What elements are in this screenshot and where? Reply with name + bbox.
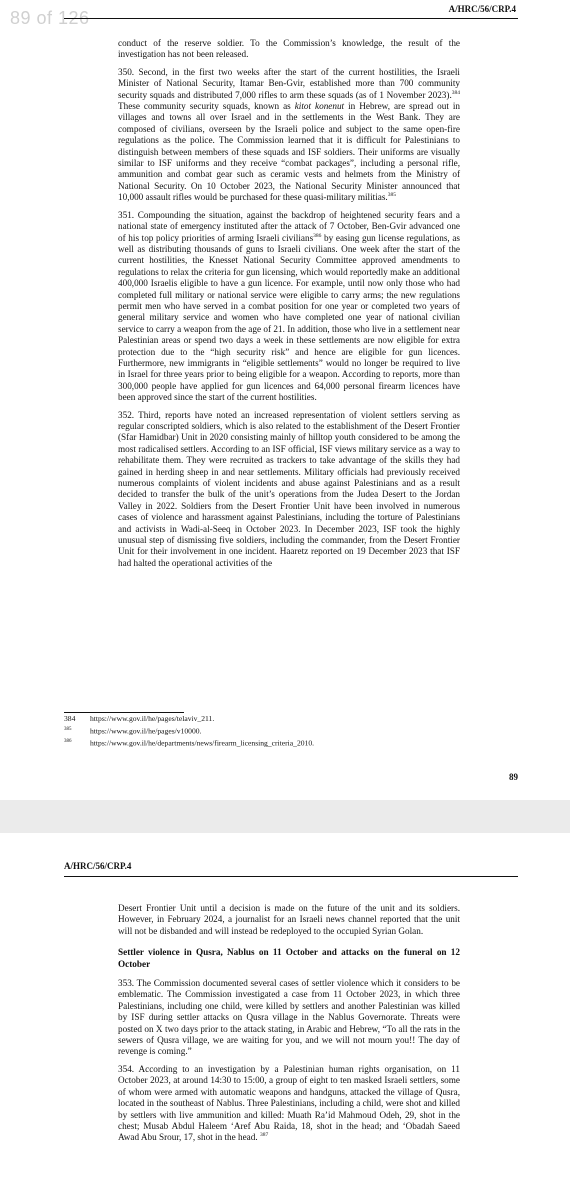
- page-body: [118, 903, 460, 1150]
- paragraph-353: 353. The Commission documented several cases of settler violence which it considers to be emblematic. The Commission investigated a case from 11 October 2023, in which three Palestinians, including one child, were killed by settlers and another Palestinian was killed by ISF during settler attacks on Qusra village in the Nablus Governorate. Threats were posted on X two days prior to the attack stating, in Arabic and Hebrew, “To all the rats in the sewers of Qusra village, we are waiting for you, and we will not mourn you!! The day of revenge is coming.”: [118, 978, 460, 1057]
- paragraph-351: 351. Compounding the situation, against the backdrop of heightened security fears and a national state of emergency instituted after the attack of 7 October, Ben-Gvir advanced one of his top policy priorities of arming Israeli civilians$^{386}$ by easing gun license regulations, as well as distributing thousands of guns to Israeli civilians. One week after the start of the current hostilities, the Knesset National Security Committee approved amendments to regulations to relax the criteria for gun licensing, which would reportedly make an additional 400,000 Israelis eligible to have a gun licence. For example, until now only those who had completed full military or national service were eligible to carry arms; the new regulations permit men who have served in a combat position for one year or completed two years of general military service and women who have completed one year of national civilian service to carry a weapon from the age of 21. In addition, those who live in a settlement near Palestinian areas or spend two days a week in these settlements are now eligible for extra protection due to the “high security risk” and hence are eligible for gun licences. Furthermore, new immigrants in “eligible settlements” would no longer be required to live in Israel for three years prior to being eligible for a weapon. According to reports, more than 300,000 people have applied for gun licences and 64,000 personal firearm licences have been approved since the start of the current hostilities.: [118, 209, 460, 403]
- footnote-385: $^{385}$ https://www.gov.il/he/pages/v10000.: [64, 726, 202, 736]
- page-number: 89: [509, 772, 518, 782]
- footnote-384: 384 https://www.gov.il/he/pages/telaviv_211.: [64, 714, 215, 723]
- footnote-ref-384[interactable]: 384: [451, 89, 460, 96]
- paragraph-continuation: conduct of the reserve soldier. To the Commission’s knowledge, the result of the investigation has not been released.: [118, 38, 460, 60]
- document-page-90: [0, 833, 570, 1200]
- header-rule: [64, 18, 518, 19]
- footnote-ref-385[interactable]: 385: [387, 192, 396, 199]
- footnote-rule: [64, 712, 184, 713]
- paragraph-350: 350. Second, in the first two weeks after the start of the current hostilities, the Israeli Minister of National Security, Itamar Ben-Gvir, established more than 700 community security squads and distributed 7,000 rifles to arm these squads (as of 1 November 2023).$^{384}$ These community security squads, known as kitot konenut in Hebrew, are spread out in villages and towns all over Israel and in the settlements in the West Bank. They are composed of civilians, overseen by the Israeli police and subject to the same open-fire regulations as the police. The Commission learned that it is difficult for Palestinians to distinguish between members of these squads and ISF soldiers. Their uniforms are visually similar to ISF uniforms and they receive “combat packages”, including a personal rifle, ammunition and combat gear such as ceramic vests and helmets from the Ministry of National Security. On 10 October 2023, the National Security Minister announced that 10,000 assault rifles would be purchased for these quasi-military militias.$^{385}$: [118, 66, 460, 203]
- footnote-ref-386[interactable]: 386: [313, 232, 322, 239]
- document-symbol: A/HRC/56/CRP.4: [448, 4, 516, 14]
- footnote-ref-387[interactable]: 387: [259, 1132, 269, 1139]
- section-heading: Settler violence in Qusra, Nablus on 11 October and attacks on the funeral on 12 October: [118, 947, 460, 969]
- page-body: [118, 38, 460, 575]
- header-rule: [64, 876, 518, 877]
- page-counter: 89 of 126: [10, 8, 90, 28]
- footnote-386: $^{386}$ https://www.gov.il/he/departments/news/firearm_licensing_criteria_2010.: [64, 738, 315, 748]
- paragraph-continuation: Desert Frontier Unit until a decision is made on the future of the unit and its soldiers. However, in February 2024, a journalist for an Israeli news channel reported that the unit will not be disbanded and will instead be redeployed to the occupied Syrian Golan.: [118, 903, 460, 936]
- document-symbol: A/HRC/56/CRP.4: [64, 861, 132, 871]
- footnotes: [64, 714, 314, 749]
- paragraph-354: 354. According to an investigation by a Palestinian human rights organisation, on 11 October 2023, at around 14:30 to 15:00, a group of eight to ten masked Israeli settlers, some of whom were armed with automatic weapons and handguns, attacked the village of Qusra, located in the southeast of Nablus. Three Palestinians, including a child, were shot and killed by settlers with live ammunition and killed: Muath Ra’id Mahmoud Odeh, 29, shot in the chest; Musab Abdul Haleem ‘Aref Abu Raida, 18, shot in the head; and ‘Obadah Saeed Awad Abu Srour, 17, shot in the head. $^{387}$: [118, 1063, 460, 1143]
- paragraph-352: 352. Third, reports have noted an increased representation of violent settlers serving as regular conscripted soldiers, which is also related to the establishment of the Desert Frontier (Sfar Hamidbar) Unit in 2020 consisting mainly of hilltop youth considered to be among the most radicalised settlers. According to an ISF official, ISF views military service as a way to rehabilitate them. They were recruited as trackers to take advantage of the skills they had gained in herding sheep in and near settlements. Military officials had previously received numerous complaints of violent incidents and abuse against Palestinians and as a result decided to transfer the bulk of the unit’s operations from the Judea Desert to the Jordan Valley in 2022. Soldiers from the Desert Frontier Unit have been involved in numerous cases of violence and harassment against Palestinians, including the torture of Palestinians and activists in Wadi-al-Seeq in October 2023. In December 2023, ISF took the highly unusual step of dismissing five soldiers, including the commander, from the Desert Frontier Unit for their involvement in one incident. Haaretz reported on 19 December 2023 that ISF had halted the operational activities of the: [118, 409, 460, 568]
